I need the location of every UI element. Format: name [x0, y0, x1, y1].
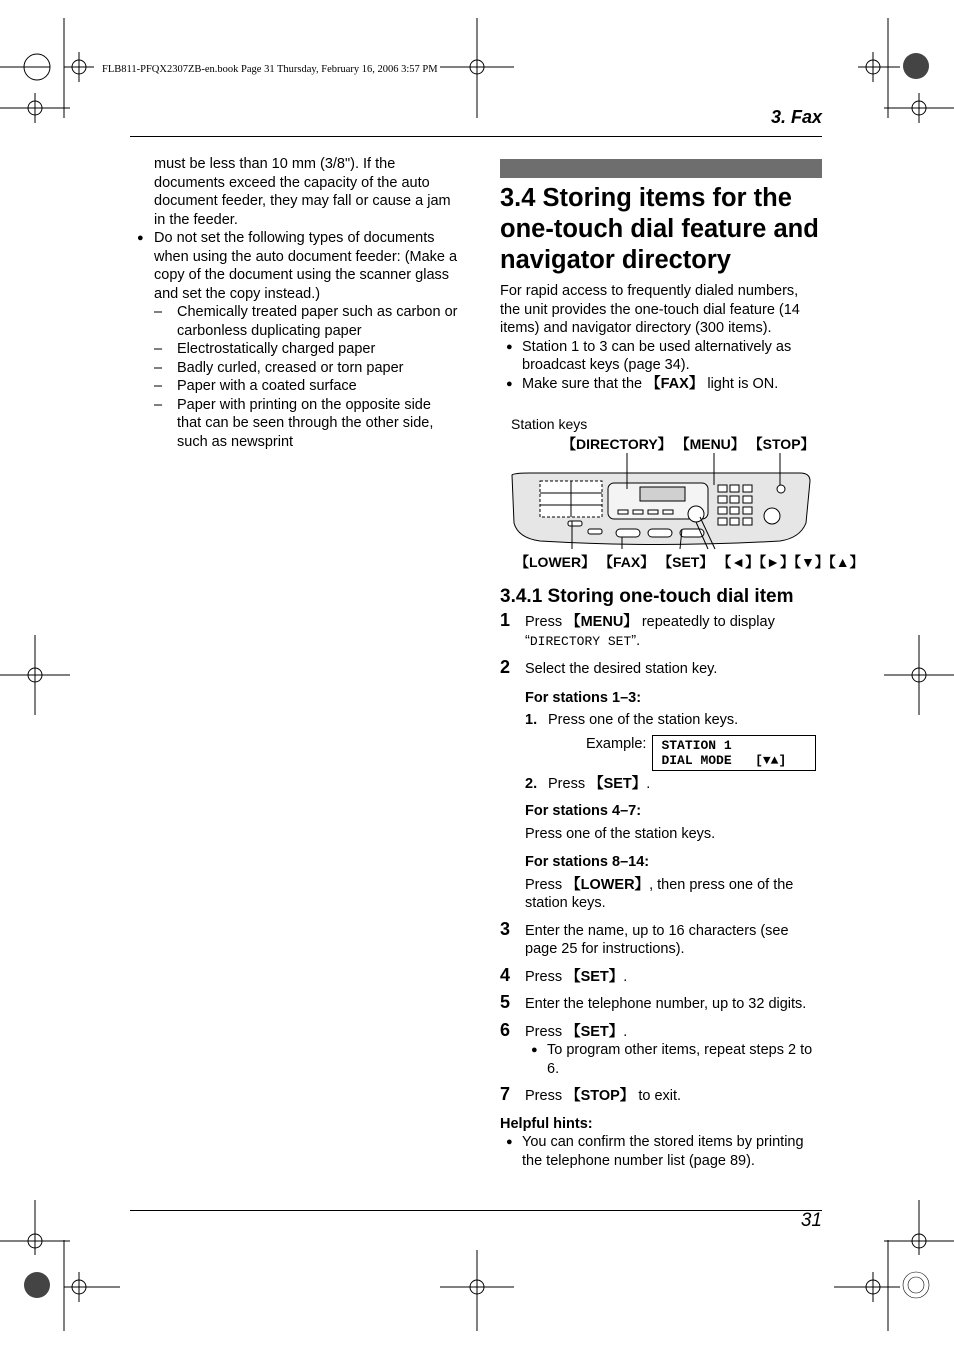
left-column — [137, 155, 459, 451]
bullet-icon: ● — [137, 232, 144, 244]
footer-rule — [130, 1210, 822, 1211]
right-column — [500, 159, 864, 1170]
stations-8-14-text: Press 【LOWER】, then press one of the station keys. — [525, 876, 794, 911]
lcd-display: STATION 1 DIAL MODE [▼▲] — [652, 735, 816, 771]
bullet-text: Do not set the following types of documents when using the auto document feeder: (Make a copy of the document using the scanner glass and set the copy instead.) — [154, 230, 458, 302]
page-number: 31 — [800, 1210, 822, 1231]
bottom-keys-label: 【LOWER】 【FAX】 【SET】 【◄】【►】【▼】【▲】 — [515, 554, 864, 570]
file-info-bar: FLB811-PFQX2307ZB-en.book Page 31 Thursday, February 16, 2006 3:57 PM — [102, 64, 438, 75]
control-panel-diagram — [500, 415, 864, 575]
step-2: 2 Select the desired station key. — [500, 657, 718, 677]
dash-item: – Badly curled, creased or torn paper — [154, 359, 404, 376]
fax-panel-drawing — [500, 453, 820, 553]
hint-bullet: ● You can confirm the stored items by printing the telephone number list (page 89). — [506, 1134, 804, 1169]
stations-8-14-heading: For stations 8–14: — [525, 854, 650, 870]
step-4: 4 Press 【SET】. — [500, 964, 628, 985]
step-6-bullet: ● To program other items, repeat steps 2 to 6. — [531, 1042, 813, 1077]
intro-bullet: ● Make sure that the 【FAX】 light is ON. — [506, 375, 779, 392]
top-keys-label: 【DIRECTORY】 【MENU】 【STOP】 — [562, 436, 815, 452]
helpful-hints-heading: Helpful hints: — [500, 1115, 593, 1132]
step-6: 6 Press 【SET】. — [500, 1019, 628, 1040]
dash-item: – Electrostatically charged paper — [154, 341, 376, 357]
intro-paragraph: For rapid access to frequently dialed numbers, the unit provides the one-touch dial feature (14 items) and navigator directory (300 items). — [500, 283, 800, 336]
stations-4-7-text: Press one of the station keys. — [525, 825, 716, 842]
station-keys-label: Station keys — [511, 416, 588, 432]
stations-4-7-heading: For stations 4–7: — [525, 803, 642, 819]
dash-item: – Paper with a coated surface — [154, 378, 357, 394]
continued-paragraph: must be less than 10 mm (3/8"). If the documents exceed the capacity of the auto document feeder, they may fall or cause a jam in the feeder. — [154, 156, 451, 228]
substep-2: 2. Press 【SET】. — [525, 775, 651, 792]
bullet-item — [137, 229, 459, 303]
stations-1-3-heading: For stations 1–3: — [525, 689, 642, 706]
intro-bullet: ● Station 1 to 3 can be used alternatively as broadcast keys (page 34). — [506, 338, 792, 373]
dash-item: – Paper with printing on the opposite side that can be seen through the other side, such as newsprint — [154, 396, 434, 450]
step-5: 5 Enter the telephone number, up to 32 digits. — [500, 992, 807, 1012]
step-3: 3 Enter the name, up to 16 characters (see page 25 for instructions). — [500, 918, 789, 957]
subsection-title: 3.4.1 Storing one-touch dial item — [500, 586, 794, 607]
step-7: 7 Press 【STOP】 to exit. — [500, 1084, 682, 1104]
substep-1: 1. Press one of the station keys. — [525, 712, 739, 728]
section-title: 3.4 Storing items for the one-touch dial feature and navigator directory — [500, 184, 819, 274]
dash-item: – Chemically treated paper such as carbon or carbonless duplicating paper — [154, 304, 458, 339]
section-header: 3. Fax — [770, 107, 822, 127]
example-row: Example: STATION 1 DIAL MODE [▼▲] — [500, 735, 822, 771]
header-rule — [130, 136, 822, 137]
step-1: 1 Press 【MENU】 repeatedly to display “DIRECTORY SET”. — [500, 610, 775, 649]
section-bar — [500, 159, 822, 178]
